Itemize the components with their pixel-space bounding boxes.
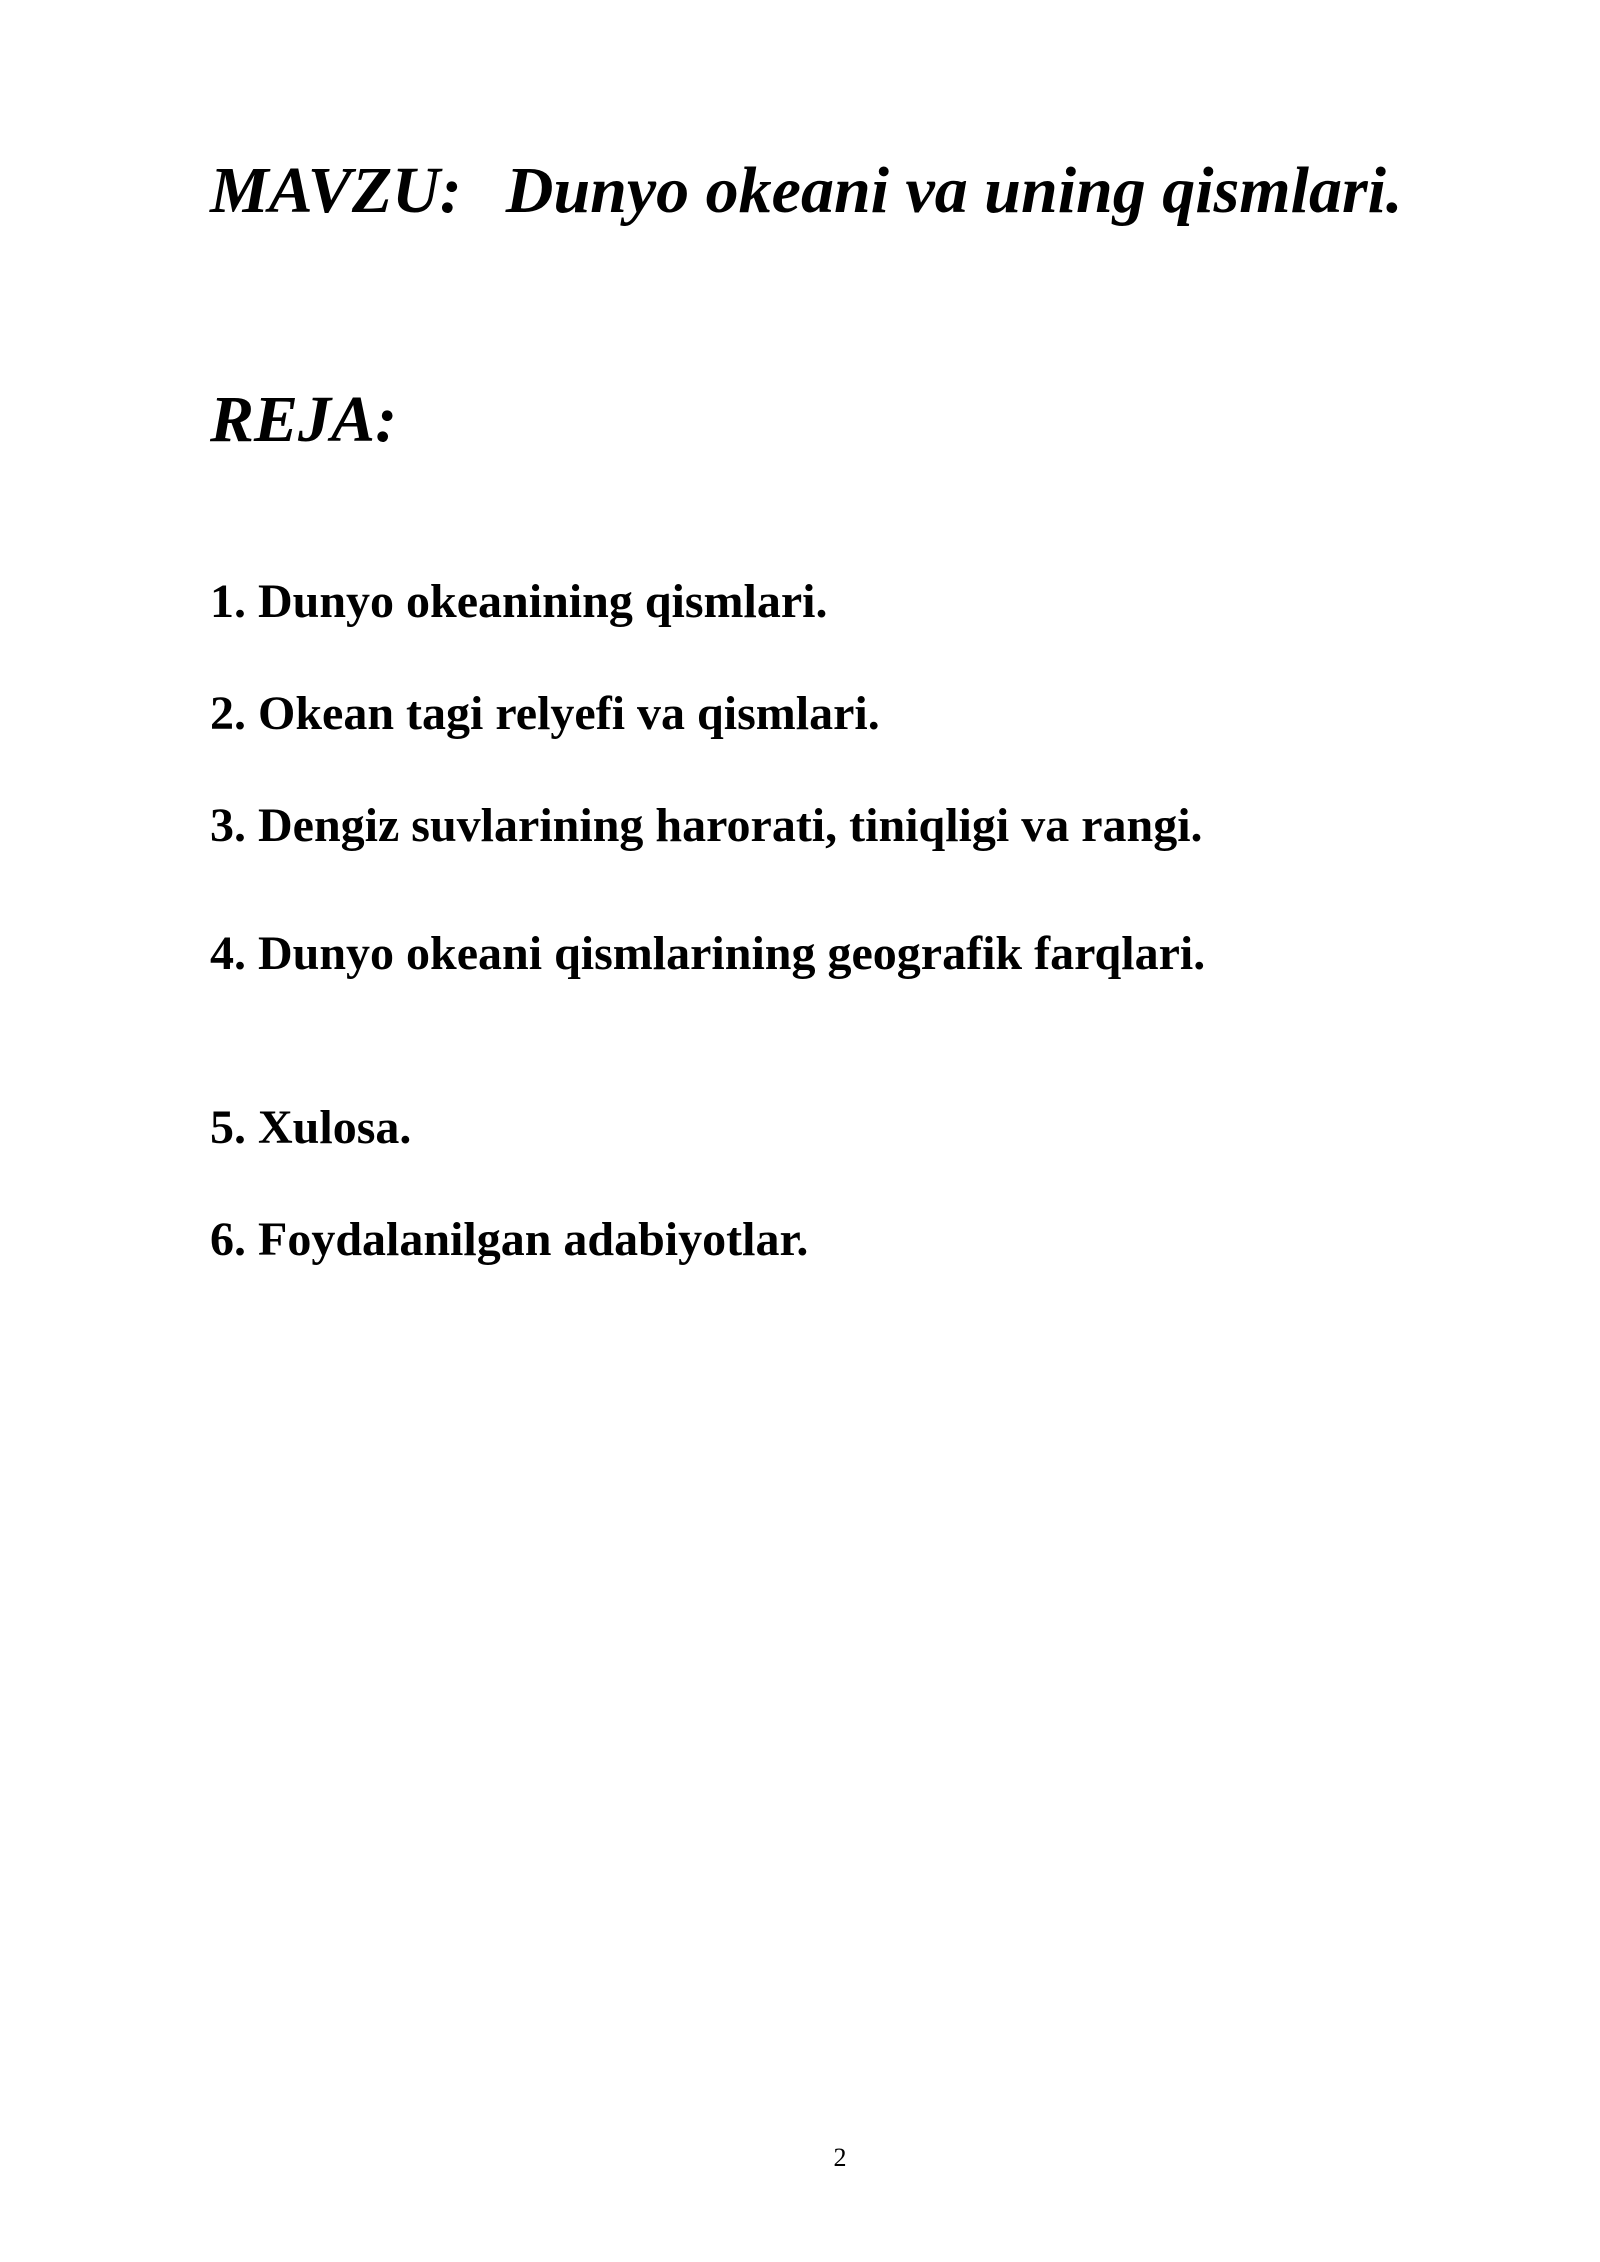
topic-title	[210, 148, 1402, 234]
topic-text: Dunyo okeani va uning qismlari.	[505, 154, 1403, 227]
plan-item: 4. Dunyo okeani qismlarining geografik farqlari.	[210, 927, 1206, 980]
topic-label: MAVZU:	[210, 154, 462, 227]
plan-item: 1. Dunyo okeanining qismlari.	[210, 575, 828, 628]
plan-item: 6. Foydalanilgan adabiyotlar.	[210, 1213, 809, 1266]
plan-item: 5. Xulosa.	[210, 1101, 412, 1154]
plan-item: 3. Dengiz suvlarining harorati, tiniqligi va rangi.	[210, 799, 1203, 852]
plan-item: 2. Okean tagi relyefi va qismlari.	[210, 687, 880, 740]
plan-heading: REJA:	[210, 383, 398, 456]
page-number: 2	[833, 2143, 847, 2172]
